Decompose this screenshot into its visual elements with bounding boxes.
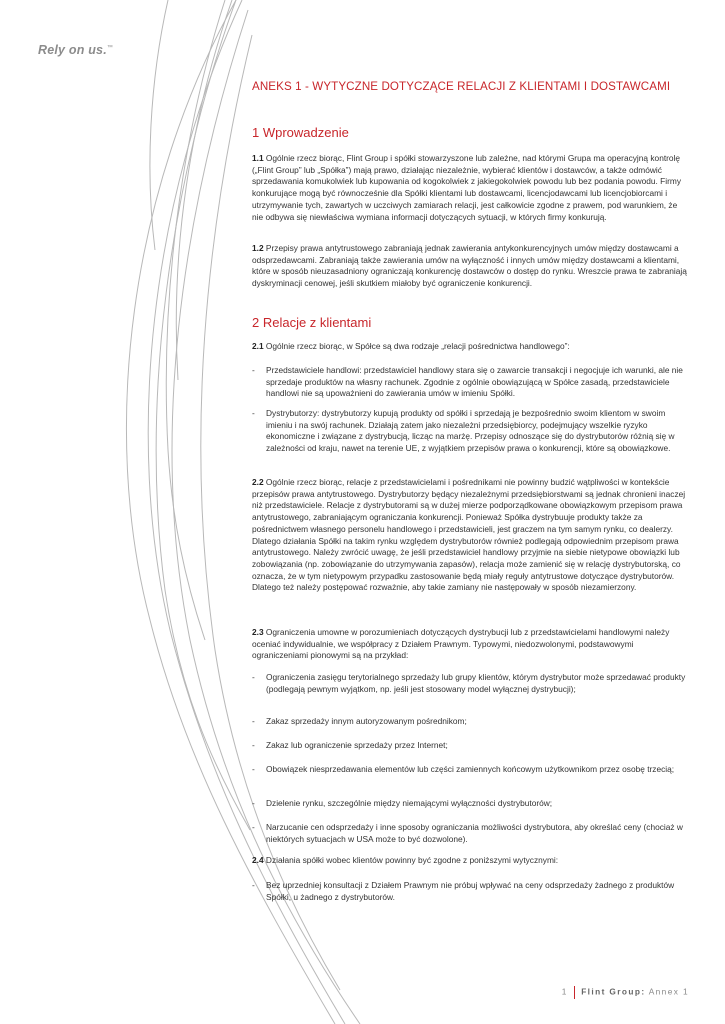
- list-item: - Dystrybutorzy: dystrybutorzy kupują produkty od spółki i sprzedają je bezpośrednio swoim klientom w swoim imieniu i na swój rachunek. Działają zatem jako niezależni przedsiębiorcy, podejmujący wszelkie ryzyko ekonomiczne i związane z dystrybucją, licząc na marżę. Przepisy odnoszące się do dystrybutorów różnią się w zależności od kraju, nawet na terenie UE, z wyjątkiem przepisów prawa o konkurencji, które są obowiązkowe.: [252, 408, 688, 455]
- paragraph-text: Ogólnie rzecz biorąc, w Spółce są dwa rodzaje „relacji pośrednictwa handlowego”:: [263, 341, 570, 351]
- list-item: - Bez uprzedniej konsultacji z Działem Prawnym nie próbuj wpływać na ceny odsprzedaży żadnego z produktów Spółki, u żadnego z dystrybutorów.: [252, 880, 688, 903]
- paragraph-number: 1.2: [252, 243, 264, 253]
- section-1-heading: 1 Wprowadzenie: [252, 125, 349, 140]
- list-item-text: Zakaz lub ograniczenie sprzedaży przez Internet;: [266, 740, 448, 750]
- paragraph-text: Ograniczenia umowne w porozumieniach dotyczących dystrybucji lub z przedstawicielami handlowymi należy oceniać indywidualnie, we współpracy z Działem Prawnym. Typowymi, niedozwolonymi, podstawowymi ograniczeniami pionowymi są na przykład:: [252, 627, 670, 661]
- footer-brand: Flint Group:: [581, 986, 646, 997]
- logo-trademark: ™: [106, 44, 114, 51]
- paragraph-number: 2.1: [252, 341, 264, 351]
- list-item-text: Bez uprzedniej konsultacji z Działem Prawnym nie próbuj wpływać na ceny odsprzedaży żadnego z produktów Spółki, u żadnego z dystrybutorów.: [266, 880, 675, 902]
- paragraph-number: 2.4: [252, 855, 264, 865]
- list-item: - Ograniczenia zasięgu terytorialnego sprzedaży lub grupy klientów, którym dystrybutor może sprzedawać produkty (podlegają pewnym wyjątkom, np. jeśli jest stosowany model wyłącznej dystrybucji);: [252, 672, 688, 695]
- document-title: ANEKS 1 - WYTYCZNE DOTYCZĄCE RELACJI Z KLIENTAMI I DOSTAWCAMI: [252, 80, 671, 93]
- paragraph-text: Ogólnie rzecz biorąc, relacje z przedstawicielami i pośrednikami nie powinny budzić wątpliwości w kontekście przepisów prawa antytrustowego. Dystrybutorzy będący niezależnymi przedsiębiorstwami są jednak chronieni inaczej niż przedstawiciele. Relacje z dystrybutorami są w dużej mierze podporządkowane obowiązkowym przepisom prawa antytrustowego, zabraniającym ograniczania konkurencji. Ponieważ Spółka dystrybuuje produkty także za pośrednictwem własnego personelu handlowego i przedstawicieli, jest graczem na tym samym rynku, co dealerzy. Dlatego działania Spółki na takim rynku względem dystrybutorów również podlegają odpowiednim przepisom prawa antytrustowego. Należy zwrócić uwagę, że jeśli przedstawiciel handlowy przyjmie na siebie nietypowe obowiązki lub zobowiązania (np. zobowiązanie do utrzymywania zapasów), relacja może zamienić się w relację dystrybutorską, co oznacza, że w tym nietypowym przypadku zastosowanie będą miały reguły antytrustowe dotyczące dystrybutorów. Dlatego też należy postępować rozważnie, aby takie zamiany nie następowały w sposób niezamierzony.: [252, 477, 686, 593]
- paragraph-text: Ogólnie rzecz biorąc, Flint Group i spółki stowarzyszone lub zależne, nad którymi Grupa ma operacyjną kontrolę („Flint Group” lub „Spółka”) mają prawo, działając niezależnie, wybierać klientów i dostawców, a także odmówić sprzedawania komukolwiek lub kupowania od kogokolwiek z jakiegokolwiek powodu lub bez podania powodu. Firmy konkurujące mogą być równocześnie dla Spółki klientami lub dostawcami, licencjodawcami lub licencjobiorcami i utrzymywanie tych, zawartych w uczciwych zamiarach relacji, jest całkowicie zgodne z prawem, pod warunkiem, że nie odbywa się niewłaściwa wymiana informacji dotyczących sytuacji, w których firmy konkurują.: [252, 153, 682, 222]
- paragraph-2-3: [252, 627, 688, 662]
- company-logo: [38, 43, 113, 57]
- list-item-text: Ograniczenia zasięgu terytorialnego sprzedaży lub grupy klientów, którym dystrybutor może sprzedawać produkty (podlegają pewnym wyjątkom, np. jeśli jest stosowany model wyłącznej dystrybucji);: [266, 672, 686, 694]
- list-item-text: Dystrybutorzy: dystrybutorzy kupują produkty od spółki i sprzedają je bezpośrednio swoim klientom w swoim imieniu i na swój rachunek. Działają zatem jako niezależni przedsiębiorcy, podejmujący wszelkie ryzyko ekonomiczne i związane z dystrybucją, licząc na marżę. Przepisy odnoszące się do dystrybutorów różnią się w zależności od kraju, nawet na terenie UE, z wyjątkiem przepisów prawa o konkurencji, które są obowiązkowe.: [266, 408, 675, 454]
- paragraph-text: Działania spółki wobec klientów powinny być zgodne z poniższymi wytycznymi:: [263, 855, 559, 865]
- paragraph-number: 1.1: [252, 153, 264, 163]
- paragraph-2-4: [252, 855, 688, 867]
- footer-annex-number: 1: [682, 986, 689, 997]
- list-item-text: Obowiązek niesprzedawania elementów lub części zamiennych końcowym użytkownikom przez osobę trzecią;: [266, 764, 675, 774]
- list-item: - Przedstawiciele handlowi: przedstawiciel handlowy stara się o zawarcie transakcji i negocjuje ich warunki, ale nie sprzedaje produktów na własny rachunek. Zgodnie z ogólnie obowiązującą w Spółce zasadą, przedstawiciele handlowi nie są upoważnieni do zawierania umów w imieniu Spółki.: [252, 365, 688, 400]
- list-item: - Zakaz lub ograniczenie sprzedaży przez Internet;: [252, 740, 688, 752]
- list-item: - Obowiązek niesprzedawania elementów lub części zamiennych końcowym użytkownikom przez osobę trzecią;: [252, 764, 688, 776]
- list-item: - Dzielenie rynku, szczególnie między niemającymi wyłączności dystrybutorów;: [252, 798, 688, 810]
- list-item-text: Zakaz sprzedaży innym autoryzowanym pośrednikom;: [266, 716, 467, 726]
- paragraph-1-1: [252, 153, 688, 223]
- logo-text: Rely on us.: [38, 43, 107, 57]
- page-number: 1: [561, 986, 568, 997]
- section-2-heading: 2 Relacje z klientami: [252, 315, 372, 330]
- list-item: - Narzucanie cen odsprzedaży i inne sposoby ograniczania możliwości dystrybutora, aby określać ceny (chociaż w niektórych sytuacjach w USA może to być dozwolone).: [252, 822, 688, 845]
- paragraph-2-1: [252, 341, 688, 353]
- paragraph-number: 2.3: [252, 627, 264, 637]
- footer-label: Annex: [648, 986, 680, 997]
- paragraph-number: 2.2: [252, 477, 264, 487]
- paragraph-text: Przepisy prawa antytrustowego zabraniają jednak zawierania antykonkurencyjnych umów między dostawcami a odsprzedawcami. Zabraniają także zawierania umów na wyłączność i innych umów między dostawcami a klientami, które w sposób nieuzasadniony ograniczają konkurencję dostawców o dostęp do rynku. Wreszcie prawa te zabraniają dyskryminacji cenowej, jeśli skutkiem miałoby być ograniczenie konkurencji.: [252, 243, 687, 289]
- list-item-text: Przedstawiciele handlowi: przedstawiciel handlowy stara się o zawarcie transakcji i negocjuje ich warunki, ale nie sprzedaje produktów na własny rachunek. Zgodnie z ogólnie obowiązującą w Spółce zasadą, przedstawiciele handlowi nie są upoważnieni do zawierania umów w imieniu Spółki.: [266, 365, 683, 399]
- paragraph-2-2: [252, 477, 688, 594]
- list-item-text: Narzucanie cen odsprzedaży i inne sposoby ograniczania możliwości dystrybutora, aby określać ceny (chociaż w niektórych sytuacjach w USA może to być dozwolone).: [266, 822, 683, 844]
- list-item-text: Dzielenie rynku, szczególnie między niemającymi wyłączności dystrybutorów;: [266, 798, 553, 808]
- footer-separator: [574, 986, 576, 999]
- page-footer: [562, 986, 689, 999]
- list-item: - Zakaz sprzedaży innym autoryzowanym pośrednikom;: [252, 716, 688, 728]
- paragraph-1-2: [252, 243, 688, 290]
